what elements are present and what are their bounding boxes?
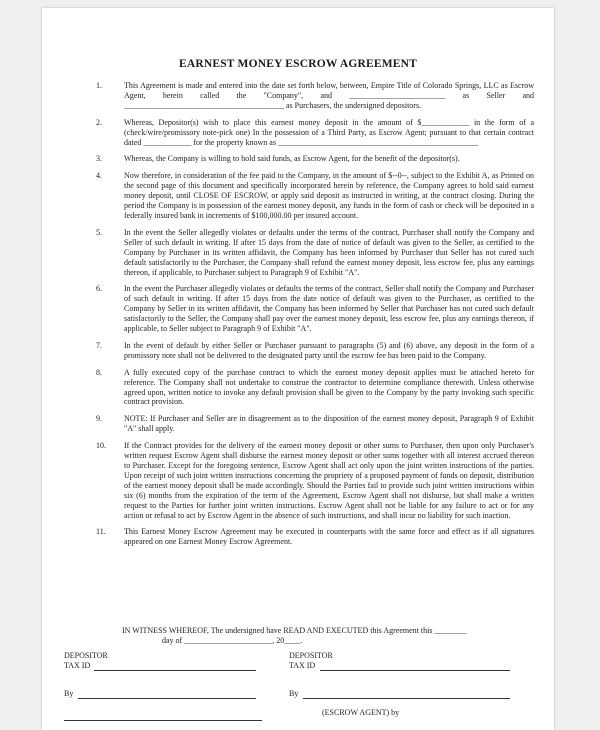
document-page [42,8,554,730]
witness-line-1: IN WITNESS WHEREOF, The undersigned have READ AND EXECUTED this Agreement this ________ [122,626,467,635]
depositor-right-label: DEPOSITOR [289,651,333,660]
clause-number: 5. [96,227,102,237]
by-left-label: By [64,689,74,698]
left-tax-id-line [94,670,256,671]
clause-item [96,81,534,111]
clause-number: 6. [96,284,102,294]
by-left-line [78,698,256,699]
by-right-line [303,698,510,699]
clause-item [96,228,534,278]
depositor-left-label: DEPOSITOR [64,651,108,660]
clause-item [96,341,534,361]
clause-text: If the Contract provides for the delivery of the earnest money deposit or other sums to Purchaser, then upon only Purchaser's written request Escrow Agent shall disburse the earnest money deposit or other sums together with all interest accrued thereon to Purchaser. Except for the foregoing sentence, Escrow Agent shall act only upon the joint written instructions of the parties. Upon receipt of such joint written instructions concerning the propriety of a proposed payment of funds on deposit, distribution of the earnest money deposit shall be made accordingly. Should the Parties fail to provide such joint written instructions within six (6) months from the expiration of the term of the Agreement, Escrow Agent shall not disburse, but shall make a written request to the Parties for further joint written instructions. Escrow Agent shall not be liable for any failure to act or for any action or refusal to act by Escrow Agent in the absence of such instructions, and shall incur no liability for such inaction. [124,441,534,520]
clause-number: 7. [96,340,102,350]
clause-list [96,81,534,554]
depositor-left-tax-id: TAX ID [64,661,91,670]
clause-item [96,118,534,148]
clause-number: 10. [96,441,106,451]
clause-number: 8. [96,367,102,377]
clause-number: 4. [96,171,102,181]
clause-number: 9. [96,414,102,424]
depositor-right-tax-id: TAX ID [289,661,316,670]
clause-text: This Agreement is made and entered into the date set forth below, between, Empire Title of Colorado Springs, LLC as Escrow Agent, herein called the "Company", and ________________________ as Seller and ________________________________________ as Purchasers, the undersigned depositors. [124,81,534,110]
clause-number: 2. [96,117,102,127]
clause-text: In the event of default by either Seller or Purchaser pursuant to paragraphs (5) and (6) above, any deposit in the form of a promissory note shall not be delivered to the designated party until the escrow fee has been paid to the Company. [124,340,534,360]
clause-item [96,284,534,334]
clause-item [96,414,534,434]
clause-text: Now therefore, in consideration of the fee paid to the Company, in the amount of $--0--, subject to the Exhibit A, as Printed on the second page of this document and specifically incorporated herein by reference, the Company agrees to hold said earnest money deposit, until CLOSE OF ESCROW, or apply said deposit as instructed in writing, at the contract closing. During the period the Company is in possession of the earnest money deposit, any funds in the form of cash or check will be deposited in a federally insured bank in increments of $100,000.00 per insured account. [124,171,534,220]
clause-number: 11. [96,527,106,537]
clause-text: A fully executed copy of the purchase contract to which the earnest money deposit applies must be attached hereto for reference. The Company shall not undertake to construe the contractor to determine compliance therewith. Unless otherwise agreed upon, written notice to invoke any default provision shall be given to the Company by the party invoking such specific contract provision. [124,367,534,407]
right-tax-id-line [320,670,510,671]
clause-item [96,171,534,221]
clause-item [96,527,534,547]
page-title: EARNEST MONEY ESCROW AGREEMENT [178,58,418,70]
clause-text: Whereas, Depositor(s) wish to place this earnest money deposit in the amount of $____________ in the form of a (check/wire/promissory note-pick one) In the possession of a Third Party, as Escrow Agent; pursuant to that certain contract dated ____________ for the property known as __________________________________________________ [124,117,534,147]
witness-block [122,626,542,646]
by-right-label: By [289,689,299,698]
clause-number: 3. [96,154,102,164]
clause-text: In the event the Seller allegedly violates or defaults under the terms of the contract, Purchaser shall notify the Company and Seller of such default in writing. If after 15 days from the date of notice of default was given to the Seller, as certified to the Company by Purchaser in its written affidavit, the Company has been informed by Purchaser that Seller has not cured such default satisfactorily to the Purchaser, the Company shall refund the earnest money deposit, less escrow fee, plus any earnings thereon, if applicable, to Purchaser subject to Paragraph 9 of Exhibit "A". [124,227,534,277]
witness-line-2: day of ______________________, 20____. [162,635,303,645]
clause-item [96,368,534,408]
clause-text: This Earnest Money Escrow Agreement may be executed in counterparts with the same force and effect as if all signatures appeared on one Earnest Money Escrow Agreement. [124,527,534,547]
clause-item [96,441,534,520]
clause-item [96,154,534,164]
clause-text: NOTE: If Purchaser and Seller are in disagreement as to the disposition of the earnest money deposit, Paragraph 9 of Exhibit "A" shall apply. [124,414,534,434]
clause-number: 1. [96,81,102,90]
clause-text: In the event the Purchaser allegedly violates or defaults the terms of the contract, Seller shall notify the Company and Purchaser of such default in writing. If after 15 days from the date notice of default was given to the Purchaser, as certified to the Company by Seller in its written affidavit, the Company has been informed by Seller that Purchaser has not cured such default satisfactorily to the Seller, the Company shall pay over the earnest money deposit, less escrow fee, plus any earnings thereon, if applicable, to Seller subject to Paragraph 9 of Exhibit "A". [124,284,534,334]
escrow-agent-line [64,720,262,721]
clause-text: Whereas, the Company is willing to hold said funds, as Escrow Agent, for the benefit of the depositor(s). [124,154,460,164]
escrow-agent-label: (ESCROW AGENT) by [322,708,400,717]
